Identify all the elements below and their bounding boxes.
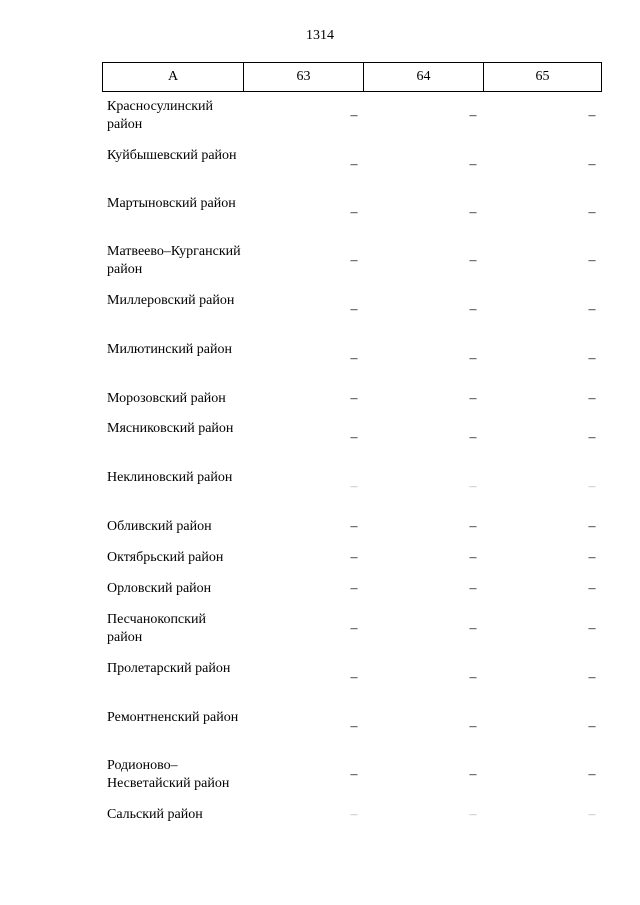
row-value-64: – xyxy=(469,550,477,565)
row-value-65: – xyxy=(588,351,596,366)
row-value-65: – xyxy=(588,302,596,317)
row-value-65: – xyxy=(588,670,596,685)
row-value-65: – xyxy=(588,430,596,445)
table-row xyxy=(102,469,602,505)
table-row xyxy=(102,709,602,745)
row-value-65: – xyxy=(588,479,596,494)
row-value-64: – xyxy=(469,157,477,172)
row-value-63: – xyxy=(350,719,358,734)
row-district-name: Неклиновский район xyxy=(107,470,233,485)
row-district-name: Родионово–Несветайский район xyxy=(107,758,230,791)
row-district-name: Пролетарский район xyxy=(107,661,231,676)
row-value-63: – xyxy=(350,479,358,494)
row-value-64: – xyxy=(469,719,477,734)
table-row xyxy=(102,549,602,567)
row-district-name: Куйбышевский район xyxy=(107,148,237,163)
table-row xyxy=(102,806,602,824)
row-district-name: Песчанокопский район xyxy=(107,612,206,645)
row-value-64: – xyxy=(469,108,477,123)
row-district-name: Матвеево–Курганский район xyxy=(107,244,241,277)
row-value-63: – xyxy=(350,519,358,534)
row-district-name: Октябрьский район xyxy=(107,550,224,565)
row-value-63: – xyxy=(350,205,358,220)
row-value-64: – xyxy=(469,391,477,406)
table-row xyxy=(102,660,602,696)
row-value-64: – xyxy=(469,351,477,366)
row-value-63: – xyxy=(350,581,358,596)
table-header xyxy=(102,62,602,92)
row-district-name: Мясниковский район xyxy=(107,421,234,436)
row-value-64: – xyxy=(469,519,477,534)
row-value-64: – xyxy=(469,807,477,822)
row-value-65: – xyxy=(588,550,596,565)
row-value-63: – xyxy=(350,302,358,317)
row-value-65: – xyxy=(588,767,596,782)
row-value-65: – xyxy=(588,108,596,123)
row-value-65: – xyxy=(588,621,596,636)
table-row xyxy=(102,390,602,408)
table-row xyxy=(102,518,602,536)
row-district-name: Мартыновский район xyxy=(107,196,236,211)
row-district-name: Красносулинский район xyxy=(107,99,213,132)
row-value-63: – xyxy=(350,807,358,822)
row-district-name: Сальский район xyxy=(107,807,203,822)
row-value-63: – xyxy=(350,767,358,782)
row-value-65: – xyxy=(588,253,596,268)
table-row xyxy=(102,420,602,456)
row-value-65: – xyxy=(588,391,596,406)
row-value-65: – xyxy=(588,205,596,220)
row-value-65: – xyxy=(588,719,596,734)
row-value-65: – xyxy=(588,157,596,172)
header-cell-65: 65 xyxy=(535,69,550,84)
row-value-63: – xyxy=(350,351,358,366)
row-district-name: Милютинский район xyxy=(107,342,233,357)
row-district-name: Ремонтненский район xyxy=(107,710,239,725)
row-value-65: – xyxy=(588,519,596,534)
row-value-64: – xyxy=(469,479,477,494)
row-value-64: – xyxy=(469,670,477,685)
row-district-name: Орловский район xyxy=(107,581,212,596)
table-row xyxy=(102,98,602,134)
row-value-63: – xyxy=(350,108,358,123)
table-row xyxy=(102,580,602,598)
row-district-name: Миллеровский район xyxy=(107,293,235,308)
page-number: 1314 xyxy=(306,28,334,43)
table-row xyxy=(102,341,602,377)
row-value-63: – xyxy=(350,670,358,685)
header-cell-a: А xyxy=(103,63,244,91)
header-cell-63: 63 xyxy=(244,63,364,91)
row-value-64: – xyxy=(469,767,477,782)
row-value-64: – xyxy=(469,253,477,268)
row-value-64: – xyxy=(469,302,477,317)
row-district-name: Обливский район xyxy=(107,519,212,534)
table-row xyxy=(102,195,602,231)
row-value-63: – xyxy=(350,621,358,636)
table-row xyxy=(102,147,602,183)
table-row xyxy=(102,243,602,279)
row-value-64: – xyxy=(469,581,477,596)
row-value-64: – xyxy=(469,621,477,636)
header-cell-64: 64 xyxy=(364,63,484,91)
row-value-65: – xyxy=(588,807,596,822)
table-row xyxy=(102,611,602,647)
row-value-63: – xyxy=(350,550,358,565)
table-row xyxy=(102,757,602,793)
table-row xyxy=(102,292,602,328)
row-value-65: – xyxy=(588,581,596,596)
row-value-63: – xyxy=(350,253,358,268)
row-value-64: – xyxy=(469,430,477,445)
row-value-63: – xyxy=(350,157,358,172)
row-district-name: Морозовский район xyxy=(107,391,226,406)
row-value-63: – xyxy=(350,391,358,406)
row-value-63: – xyxy=(350,430,358,445)
row-value-64: – xyxy=(469,205,477,220)
